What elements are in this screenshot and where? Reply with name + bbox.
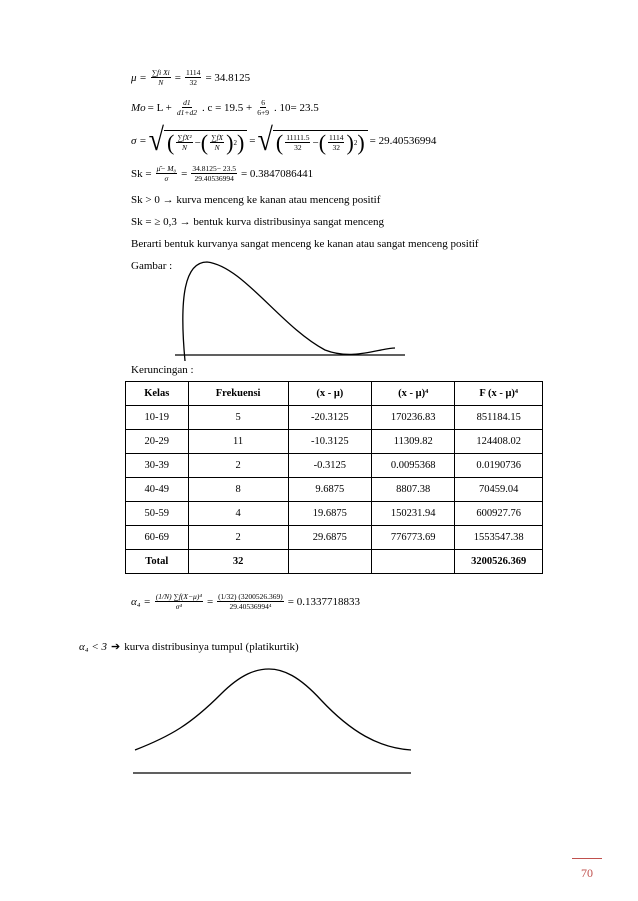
header-f-x-mu-4: F (x - μ)⁴ <box>455 382 543 406</box>
mode-den: d1+d2 <box>176 108 197 117</box>
sk-positive-line: Sk > 0 → kurva menceng ke kanan atau menceng positif <box>131 194 381 206</box>
cell: 5 <box>188 406 288 430</box>
cell: 50-59 <box>126 502 189 526</box>
sk-strong-line: Sk = ≥ 0,3 → bentuk kurva distribusinya sangat menceng <box>131 216 384 228</box>
header-frekuensi: Frekuensi <box>188 382 288 406</box>
cell: 9.6875 <box>288 478 371 502</box>
sigma-d3: 32 <box>294 143 302 152</box>
mode-num2: 6 <box>261 98 265 107</box>
sigma-d1: N <box>181 143 187 152</box>
cell: 29.6875 <box>288 526 371 550</box>
header-x-mu: (x - μ) <box>288 382 371 406</box>
sigma-n3: 11111.5 <box>286 133 310 142</box>
total-f-x-mu-4: 3200526.369 <box>455 550 543 574</box>
table-row <box>126 526 543 550</box>
cell: 170236.83 <box>372 406 455 430</box>
table-total-row <box>126 550 543 574</box>
total-frekuensi: 32 <box>188 550 288 574</box>
cell: 40-49 <box>126 478 189 502</box>
page-number-rule <box>572 858 602 859</box>
skew-lhs: Sk = <box>131 167 152 180</box>
cell: 776773.69 <box>372 526 455 550</box>
table-header-row <box>126 382 543 406</box>
cell: 0.0095368 <box>372 454 455 478</box>
mean-den2: 32 <box>189 78 197 87</box>
alpha-num2: (1/32) (3200526.369) <box>218 592 283 601</box>
table-row <box>126 430 543 454</box>
skew-num: μ̄− M₀ <box>156 164 177 173</box>
table-row <box>126 502 543 526</box>
mean-num: ∑fi Xi <box>151 68 170 77</box>
cell: -0.3125 <box>288 454 371 478</box>
skewed-curve <box>183 262 395 361</box>
mode-den2: 6+9 <box>257 108 269 117</box>
mean-result: = 34.8125 <box>205 71 251 84</box>
mean-lhs: μ = <box>131 71 147 84</box>
sigma-d2: N <box>214 143 220 152</box>
header-x-mu-4: (x - μ)⁴ <box>372 382 455 406</box>
skew-result: = 0.3847086441 <box>240 167 314 180</box>
cell: -10.3125 <box>288 430 371 454</box>
cell: 0.0190736 <box>455 454 543 478</box>
sigma-result: = 29.40536994 <box>369 135 437 147</box>
cell: 4 <box>188 502 288 526</box>
gambar-label: Gambar : <box>131 260 173 272</box>
cell: 2 <box>188 454 288 478</box>
cell <box>372 550 455 574</box>
table-row <box>126 478 543 502</box>
cell <box>288 550 371 574</box>
total-label: Total <box>126 550 189 574</box>
alpha-den: σ⁴ <box>175 602 183 611</box>
bell-curve-figure <box>131 664 413 776</box>
mean-den: N <box>158 78 164 87</box>
keruncingan-label: Keruncingan : <box>131 364 194 376</box>
bell-curve <box>135 669 411 750</box>
mode-tail: . c = 19.5 + <box>201 101 253 114</box>
skew-den2: 29.40536994 <box>194 174 234 183</box>
alpha-lhs: α₄ = <box>131 595 151 608</box>
alpha-conclusion-lhs: α₄ < 3 <box>79 640 108 653</box>
distribution-table <box>125 381 543 574</box>
mode-formula <box>131 98 319 117</box>
alpha-den2: 29.40536994⁴ <box>229 602 272 611</box>
skewed-curve-figure <box>175 256 405 368</box>
cell: 8 <box>188 478 288 502</box>
alpha-conclusion-text: kurva distribusinya tumpul (platikurtik) <box>124 640 299 653</box>
alpha-conclusion <box>79 640 299 653</box>
cell: 11309.82 <box>372 430 455 454</box>
alpha-formula: α₄ = $\frac{\text{(1/N) ∑f(X−μ)⁴}}{\text{σ⁴}}$ = $\frac{(1/32) (3200526.369)}{\text{29.40536994⁴}}$ = 0.1337718833 <box>131 592 360 611</box>
page-number: 70 <box>581 866 593 880</box>
cell: 11 <box>188 430 288 454</box>
mean-num2: 1114 <box>185 68 201 77</box>
cell: 60-69 <box>126 526 189 550</box>
cell: 600927.76 <box>455 502 543 526</box>
arrow-icon: ➔ <box>111 641 121 653</box>
cell: 70459.04 <box>455 478 543 502</box>
alpha-num: (1/N) ∑f(X−μ)⁴ <box>155 592 202 601</box>
cell: 30-39 <box>126 454 189 478</box>
sigma-n2: ∑fX <box>211 133 224 142</box>
skew-num2: 34.8125− 23.5 <box>192 164 236 173</box>
cell: 8807.38 <box>372 478 455 502</box>
cell: 10-19 <box>126 406 189 430</box>
cell: 20-29 <box>126 430 189 454</box>
cell: -20.3125 <box>288 406 371 430</box>
mode-mid: = L + <box>147 101 172 114</box>
sigma-n4: 1114 <box>329 133 344 142</box>
table-row <box>126 454 543 478</box>
cell: 19.6875 <box>288 502 371 526</box>
skew-formula: Sk = $\frac{\text{μ̄− M₀}}{\sigma}$ = $\frac{34.8125- 23.5}{29.40536994}$ = 0.3847086441 <box>131 164 314 183</box>
conclusion-line: Berarti bentuk kurvanya sangat menceng ke kanan atau sangat menceng positif <box>131 238 479 250</box>
mean-formula: μ = $\frac{\text{∑fi Xi}}{N}$ = $\frac{1114}{32}$ = 34.8125 <box>131 68 251 87</box>
cell: 851184.15 <box>455 406 543 430</box>
sigma-lhs: σ = <box>131 135 147 147</box>
sigma-formula: σ = √ ( $\frac{\text{∑fX²}}{N}$ − ( $\frac{\sum fX}{N}$ ) 2 ) = √ ( $\frac{11111.5}{32}$ − ( $\frac{1114}{32}$ ) 2 ) = 29.40536994 <box>131 122 437 159</box>
mode-num: d1 <box>183 98 191 107</box>
cell: 2 <box>188 526 288 550</box>
mode-result: . 10= 23.5 <box>273 101 319 114</box>
skew-den: σ <box>164 174 169 183</box>
sigma-n1: ∑fX² <box>177 133 192 142</box>
sigma-d4: 32 <box>332 143 340 152</box>
cell: 124408.02 <box>455 430 543 454</box>
table-row <box>126 406 543 430</box>
mode-lhs: Mo <box>131 101 146 114</box>
header-kelas: Kelas <box>126 382 189 406</box>
alpha-result: = 0.1337718833 <box>287 595 360 608</box>
cell: 1553547.38 <box>455 526 543 550</box>
cell: 150231.94 <box>372 502 455 526</box>
